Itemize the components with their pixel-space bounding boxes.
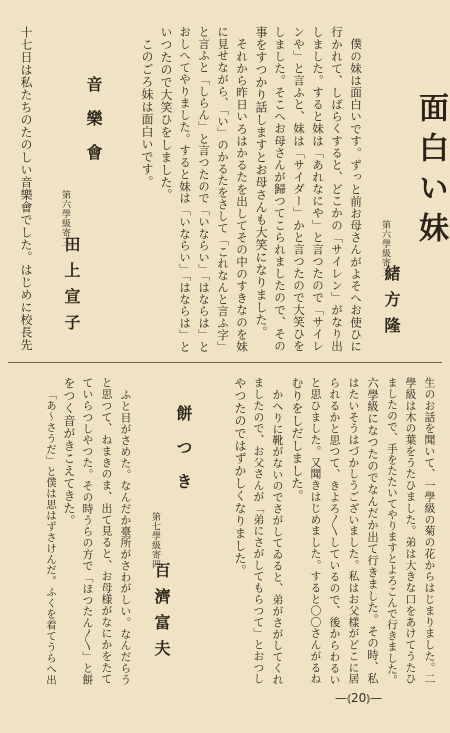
body-line: 學級は木の葉をうたひました。弟は大きな口をあけてうたひ	[404, 377, 417, 685]
body-line: やつたのではずかしくなりました。	[233, 377, 247, 577]
body-line: をつく音がきこえてきた。	[62, 377, 76, 527]
body-line: ましたので、手をたたいてやりますとよろこんで行きました。	[386, 377, 398, 686]
author-name: 田上宣子	[62, 236, 81, 340]
body-line: ていらつしやつた。その時うらの方で「ほつたん〳〵」と餅	[81, 377, 94, 686]
story-title-mochitsuki: 餅つき	[174, 405, 193, 507]
body-line: と思ひました。又聞きはじめました。すると〇〇さんがるね	[309, 377, 322, 685]
author-grade: 第六學級寄三	[60, 190, 70, 247]
author-name: 百濟富夫	[152, 562, 171, 666]
body-line: ンや」と言ふと、妹は「サイダー」かと言つたので大笑ひを	[292, 26, 306, 352]
body-line: ふと目がさめた。なんだか臺所がさわがしい。なんだらう	[119, 389, 132, 686]
body-line: いつたので大笑ひをしました。	[159, 26, 173, 201]
author-grade: 第六學級寄三	[380, 220, 390, 277]
body-line: むりをしだしました。	[290, 377, 304, 502]
body-line: 六學級になつたのでなんだか出て行きました。その時、私	[366, 377, 380, 685]
body-line: 僕の妹は面白いです。ずっと前お母さんがよそへお使ひに	[349, 38, 363, 353]
body-line: 十七日は私たちのたのしい音樂會でした。はじめに校長先	[19, 26, 33, 351]
body-line: おしへてやりました。すると妹は「いならい」「はならは」と	[178, 26, 192, 353]
body-line: 事をすつかり話しますとお母さんも大笑になりました。	[254, 26, 268, 339]
body-line: 「あ〜さうだ」と僕は思はずさけんだ。ふくを着てうらへ出	[44, 389, 56, 686]
body-line: はたいそうはづかしうございました。私はお父樣がどこに居	[347, 377, 360, 685]
body-line: このごろ妹は面白いです。	[140, 38, 154, 188]
body-line: それから昨日いろはかるたを出してその中のすきなのを妹	[235, 38, 249, 353]
story-title-omoshiroi-imouto: 面白い妹	[413, 92, 448, 252]
story-title-ongakukai: 音樂會	[84, 76, 103, 178]
body-line: 生のお話を聞いて、一學級の菊の花からはじまりました。二	[423, 377, 436, 685]
section-divider	[8, 362, 442, 363]
body-line: と言ふと「しらん」と言つたので「いならい」「はならは」と	[197, 26, 211, 353]
body-line: 行かれて、しばらくすると、どこかの「サイレン」がなり出	[330, 26, 344, 352]
author-name: 緒方隆	[382, 265, 401, 343]
body-line: かへりに靴がないのでさがしてゐると、弟がさがしてくれ	[271, 389, 284, 686]
body-line: しました。すると妹は「あれなにや」と言つたので「サイレ	[311, 26, 325, 352]
author-grade: 第七學級寄四	[150, 512, 160, 569]
page-number: —⦅20⦆—	[335, 691, 383, 705]
body-line: ましたので、お父さんが「弟にさがしてもらつて」とおつし	[252, 377, 265, 685]
body-line: と思つて、ねまきのま、出て見ると、お母様がなにかをたて	[100, 377, 113, 685]
body-line: られるかと思つて、きよろ〳〵しているので、後からわるい	[328, 377, 341, 686]
body-line: に見せながら、「い」のかるたをさして「これなんと言ふ字」	[216, 26, 230, 353]
body-line: しました。そこへお母さんが歸つてこられましたので、その	[273, 26, 287, 352]
